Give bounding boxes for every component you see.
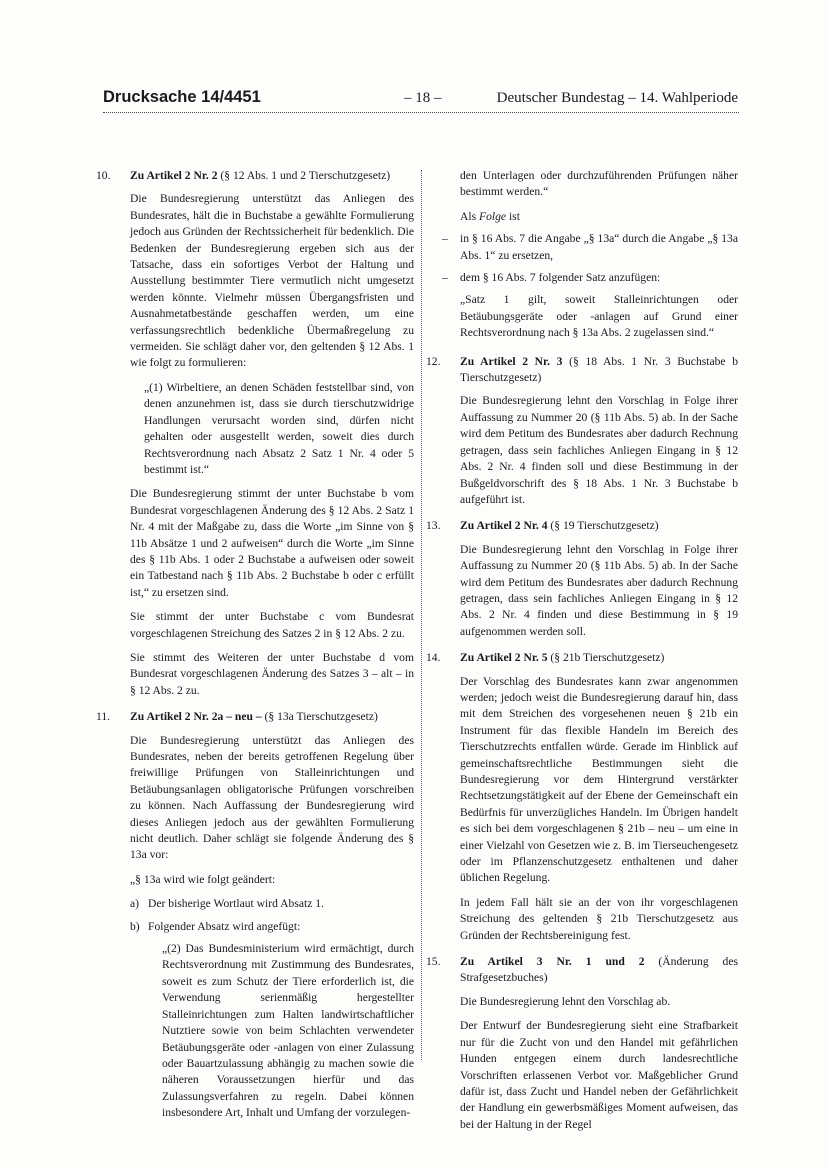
dash-item (442, 231, 738, 264)
item-11 (96, 709, 414, 1121)
paragraph: Der Vorschlag des Bundesrates kann zwar angenommen werden; jedoch weist die Bundesregierung darauf hin, dass mit dem Streichen des vorgesehenen neuen § 21b ein Instrument für das flexible Handeln im Bereich des Tierschutzrechts entfallen würde. Gerade im Hinblick auf gemeinschaftsrechtliche Bestimmungen sieht die Bundesregierung vor dem Hintergrund verstärkter Rechtsetzungstätigkeit auf der Ebene der Gemeinschaft ein Bedürfnis für unverzügliches Handeln. Im Übrigen handelt es sich bei dem vorgeschlagenen § 21b – neu – um eine in einer Vielzahl von Gesetzen wie z. B. im Tierseuchengesetz oder im Pflanzenschutzgesetz enthaltenen und daher üblichen Regelung. (460, 674, 738, 885)
left-column (96, 168, 414, 1132)
item-heading (460, 954, 738, 987)
dash-marker: – (442, 232, 448, 246)
item-reference: (§ 19 Tierschutzgesetz) (550, 519, 659, 533)
document-number: Drucksache 14/4451 (103, 88, 261, 106)
paragraph: Sie stimmt der unter Buchstabe c vom Bundesrat vorgeschlagenen Streichung des Satzes 2 in § 12 Abs. 2 zu. (130, 610, 414, 640)
item-heading (460, 650, 738, 666)
list-marker: b) (130, 919, 140, 933)
paragraph: Die Bundesregierung lehnt den Vorschlag ab. (460, 994, 671, 1008)
column-divider (421, 170, 422, 1060)
paragraph: Die Bundesregierung lehnt den Vorschlag in Folge ihrer Auffassung zu Nummer 20 (§ 11b Abs. 5) ab. In der Sache wird dem Petitum des Bundesrates aber dadurch Rechnung getragen, dass sein fachliches Anliegen Eingang in § 12 Abs. 2 Nr. 4 finden und diese Bestimmung in § 19 aufgenommen werden soll. (460, 542, 738, 638)
header-rule (103, 112, 739, 113)
item-number: 13. (426, 519, 441, 533)
item-title: Zu Artikel 2 Nr. 4 (460, 519, 548, 533)
dash-text: in § 16 Abs. 7 die Angabe „§ 13a“ durch die Angabe „§ 13a Abs. 1“ zu ersetzen, (460, 232, 738, 262)
item-reference: (§ 18 Abs. 1 Nr. 3 Buchstabe b Tierschutzgesetz) (460, 354, 739, 385)
paragraph: Die Bundesregierung unterstützt das Anliegen des Bundesrates, hält die in Buchstabe a gewählte Formulierung jedoch aus Gründen der Rechtssicherheit für bedenklich. Die Bedenken der Bundesregierung ergeben sich aus der Tatsache, dass ein sofortiges Verbot der Haltung und Ausstellung bestimmter Tiere vermutlich nicht umgesetzt werden könnte. Vielmehr müssen Übergangsfristen und Ausnahmetatbestände geschaffen werden, um eine verfassungsrechtlich bedenkliche Übermaßregelung zu vermeiden. Sie schlägt daher vor, den geltenden § 12 Abs. 1 wie folgt zu formulieren: (130, 192, 414, 370)
paragraph: In jedem Fall hält sie an der von ihr vorgeschlagenen Streichung des geltenden § 21b Tierschutzgesetz aus Gründen der Rechtsbereinigung fest. (460, 895, 738, 942)
item-12 (426, 354, 738, 509)
item-heading (130, 709, 414, 725)
emphasis: Folge (479, 209, 507, 223)
right-column (426, 168, 738, 1143)
quoted-text: „(1) Wirbeltiere, an denen Schäden feststellbar sind, von denen anzunehmen ist, dass sie durch tierschutzwidrige Handlungen verursacht worden sind, dürfen nicht gehalten oder ausgestellt werden, soweit dies durch Rechtsverordnung nach Absatz 2 Satz 1 Nr. 4 oder 5 bestimmt ist.“ (144, 380, 414, 476)
paragraph: Der Entwurf der Bundesregierung sieht eine Strafbarkeit nur für die Zucht von und den Handel mit gefährlichen Hunden entgegen einem durch landesrechtliche Vorschriften erlassenen Verbot vor. Maßgeblicher Grund dafür ist, dass Zucht und Handel neben der Gefährlichkeit der Handlung ein gewerbsmäßiges Moment aufweisen, das bei der Haltung in der Regel (460, 1019, 738, 1131)
item-reference: (§ 13a Tierschutzgesetz) (264, 710, 378, 724)
paragraph: Die Bundesregierung stimmt der unter Buchstabe b vom Bundesrat vorgeschlagenen Änderung des § 12 Abs. 2 Satz 1 Nr. 4 mit der Maßgabe zu, dass die Worte „im Sinne von § 11b Absätze 1 und 2 aufweisen“ durch die Worte „im Sinne des § 11b Abs. 1 oder 2 Buchstabe a aufweisen oder soweit ein Tatbestand nach § 11b Abs. 2 Buchstabe b oder c erfüllt ist,“ zu ersetzen sind. (130, 487, 414, 599)
item-reference: (§ 21b Tierschutzgesetz) (550, 651, 665, 665)
list-text: Folgender Absatz wird angefügt: (148, 919, 301, 933)
paragraph: Die Bundesregierung unterstützt das Anliegen des Bundesrates, neben der bereits getroffenen Regelung über freiwillige Prüfungen von Stalleinrichtungen und Betäubungsanlagen obligatorische Prüfungen vorschreiben zu können. Nach Auffassung der Bundesregierung wird dieses Anliegen jedoch aus der gewählten Formulierung nicht deutlich. Daher schlägt sie folgende Änderung des § 13a vor: (130, 733, 414, 862)
item-14 (426, 650, 738, 944)
list-marker: a) (130, 897, 140, 911)
list-item (130, 896, 414, 912)
item-number: 11. (96, 710, 111, 724)
list-text: Der bisherige Wortlaut wird Absatz 1. (148, 897, 324, 911)
item-number: 14. (426, 651, 441, 665)
list-item (130, 919, 414, 935)
item-number: 12. (426, 354, 441, 368)
item-heading (460, 354, 738, 387)
dash-item (442, 270, 738, 286)
item-number: 15. (426, 955, 441, 969)
item-heading (130, 168, 414, 184)
consequence-line: Als Folge ist (460, 209, 520, 223)
paragraph: Die Bundesregierung lehnt den Vorschlag in Folge ihrer Auffassung zu Nummer 20 (§ 11b Abs. 5) ab. In der Sache wird dem Petitum des Bundesrates aber dadurch Rechnung getragen, dass sein fachliches Anliegen Eingang in § 12 Abs. 2 Nr. 4 finden soll und diese Bestimmung in der Bußgeldvorschrift des § 18 Abs. 1 Nr. 3 Buchstabe b aufgeführt ist. (460, 394, 738, 506)
item-heading (460, 518, 738, 534)
dash-text: dem § 16 Abs. 7 folgender Satz anzufügen: (460, 271, 661, 285)
quoted-text: „(2) Das Bundesministerium wird ermächtigt, durch Rechtsverordnung mit Zustimmung des Bundesrates, soweit es zum Schutz der Tiere erforderlich ist, die Verwendung serienmäßig hergestellter Stalleinrichtungen zum Halten landwirtschaftlicher Nutztiere sowie von beim Schlachten verwendeter Betäubungsgeräte oder -anlagen von einer Zulassung oder Bauartzulassung abhängig zu machen sowie die näheren Voraussetzungen hierfür und das Zulassungsverfahren zu regeln. Dabei können insbesondere Art, Inhalt und Umfang der vorzulegen- (162, 942, 414, 1120)
page-number: – 18 – (404, 90, 442, 106)
item-title: Zu Artikel 3 Nr. 1 und 2 (460, 955, 645, 969)
item-10 (96, 168, 414, 699)
paragraph: Sie stimmt des Weiteren der unter Buchstabe d vom Bundesrat vorgeschlagenen Änderung des Satzes 3 – alt – in § 12 Abs. 2 zu. (130, 650, 414, 697)
item-title: Zu Artikel 2 Nr. 2a – neu – (130, 710, 262, 724)
item-reference: (§ 12 Abs. 1 und 2 Tierschutzgesetz) (220, 169, 391, 182)
quoted-text: „§ 13a wird wie folgt geändert: (130, 872, 276, 886)
item-title: Zu Artikel 2 Nr. 3 (460, 354, 563, 368)
publisher-line: Deutscher Bundestag – 14. Wahlperiode (496, 90, 738, 106)
dash-marker: – (442, 271, 448, 285)
quoted-text: „Satz 1 gilt, soweit Stalleinrichtungen oder Betäubungsgeräte oder -anlagen auf Grund einer Rechtsverordnung nach § 13a Abs. 2 zugelassen sind.“ (460, 293, 738, 340)
item-15 (426, 954, 738, 1133)
continued-quote: den Unterlagen oder durchzuführenden Prüfungen näher bestimmt werden.“ (460, 169, 738, 199)
item-number: 10. (96, 169, 111, 182)
item-title: Zu Artikel 2 Nr. 5 (460, 651, 548, 665)
item-title: Zu Artikel 2 Nr. 2 (130, 169, 218, 182)
item-13 (426, 518, 738, 640)
item-reference: (Änderung des Strafgesetzbuches) (460, 955, 739, 985)
